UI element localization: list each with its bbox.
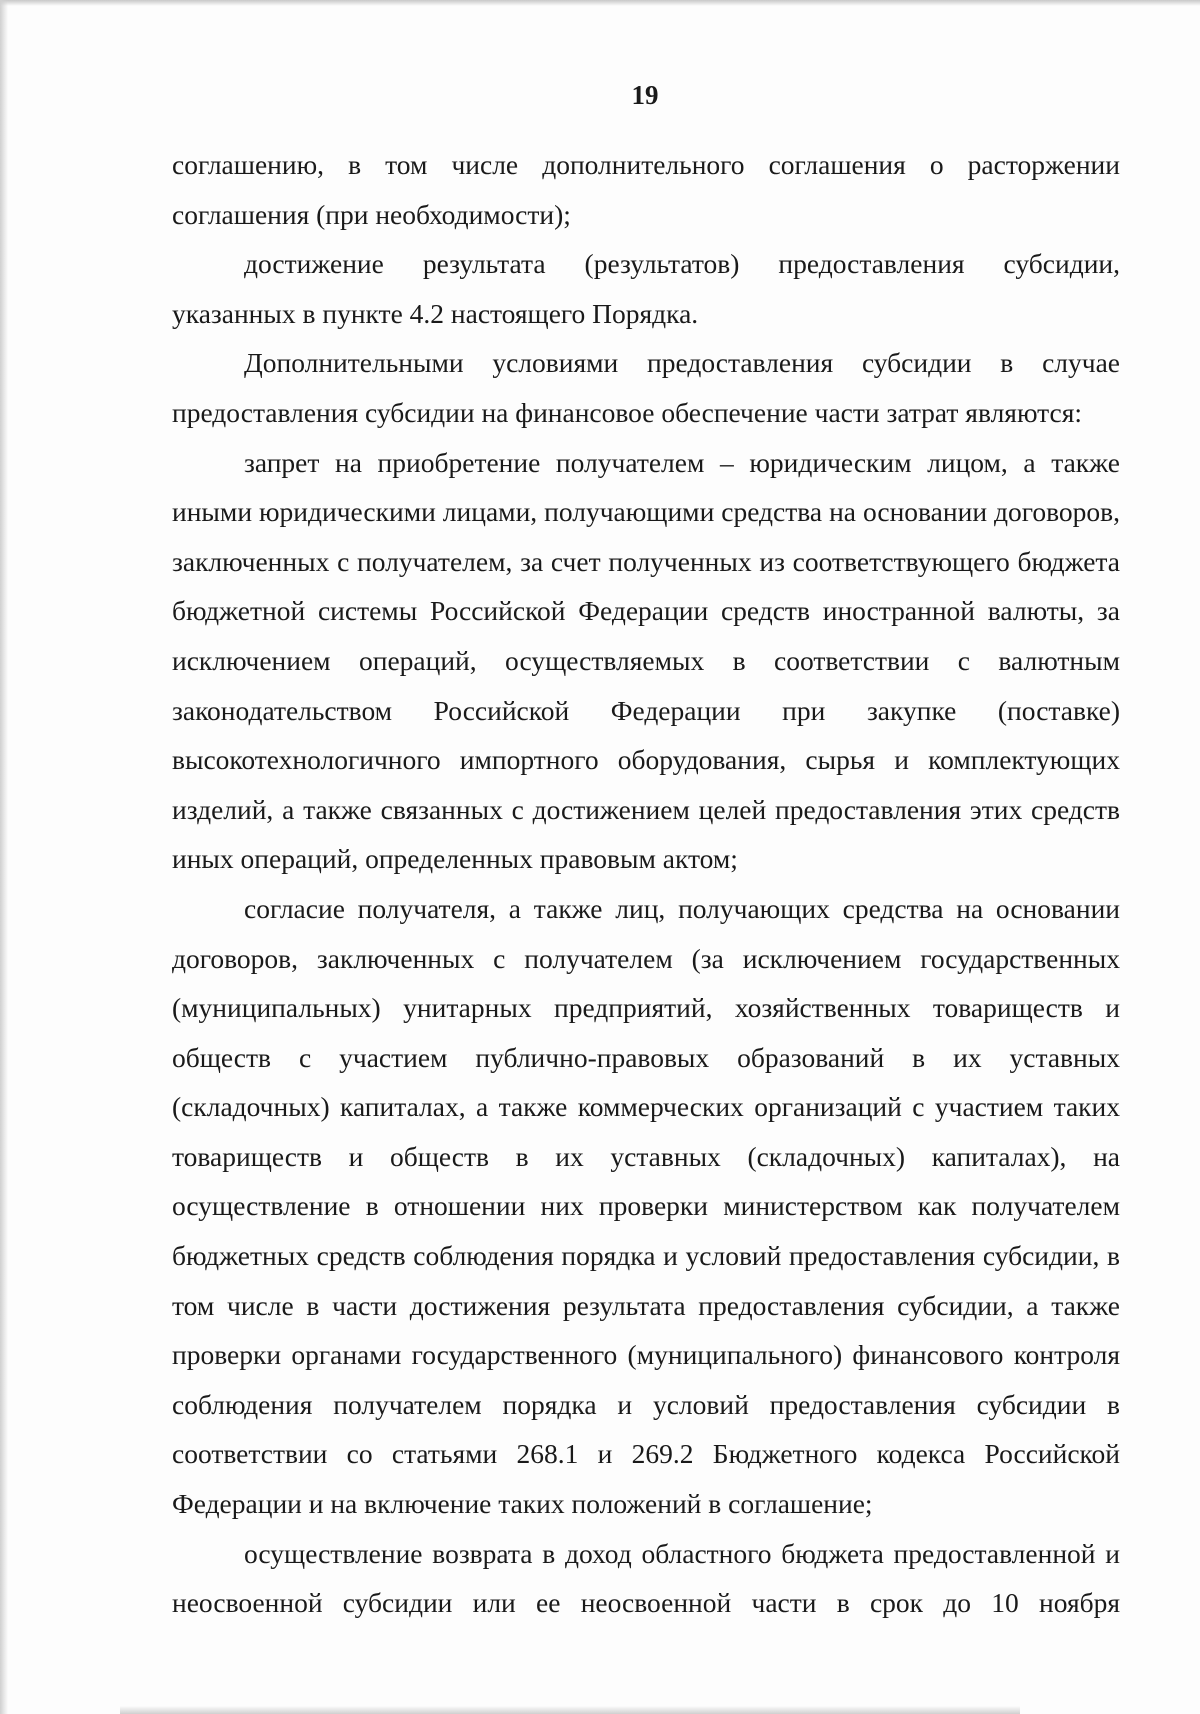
paragraph-currency-prohibition: запрет на приобретение получателем – юридическим лицом, а также иными юридическими лицами, получающими средства на основании договоров, заключенных с получателем, за счет полученных из соответствующего бюджета бюджетной системы Российской Федерации средств иностранной валюты, за исключением операций, осуществляемых в соответствии с валютным законодательством Российской Федерации при закупке (поставке) высокотехнологичного импортного оборудования, сырья и комплектующих изделий, а также связанных с достижением целей предоставления этих средств иных операций, определенных правовым актом;	[172, 446, 1120, 875]
paragraph-additional-conditions: Дополнительными условиями предоставления субсидии в случае предоставления субсидии на финансовое обеспечение части затрат являются:	[172, 347, 1120, 428]
paragraph-continuation: соглашению, в том числе дополнительного соглашения о расторжении соглашения (при необходимости);	[172, 149, 1120, 230]
paragraph-result-achievement: достижение результата (результатов) предоставления субсидии, указанных в пункте 4.2 настоящего Порядка.	[172, 248, 1120, 329]
paragraph-return-of-funds: осуществление возврата в доход областного бюджета предоставленной и неосвоенной субсидии или ее неосвоенной части в срок до 10 ноября	[172, 1537, 1120, 1619]
scan-edge-left	[0, 0, 8, 1714]
paragraph-consent-to-audit: согласие получателя, а также лиц, получающих средства на основании договоров, заключенных с получателем (за исключением государственных (муниципальных) унитарных предприятий, хозяйственных товариществ и обществ с участием публично-правовых образований в их уставных (складочных) капиталах, а также коммерческих организаций с участием таких товариществ и обществ в их уставных (складочных) капиталах), на осуществление в отношении них проверки министерством как получателем бюджетных средств соблюдения порядка и условий предоставления субсидии, в том числе в части достижения результата предоставления субсидии, а также проверки органами государственного (муниципального) финансового контроля соблюдения получателем порядка и условий предоставления субсидии в соответствии со статьями 268.1 и 269.2 Бюджетного кодекса Российской Федерации и на включение таких положений в соглашение;	[172, 892, 1120, 1520]
document-body	[172, 140, 1120, 1628]
scan-edge-bottom	[120, 1706, 1020, 1714]
page-number: 19	[631, 80, 659, 110]
scan-edge-top	[0, 0, 1200, 6]
